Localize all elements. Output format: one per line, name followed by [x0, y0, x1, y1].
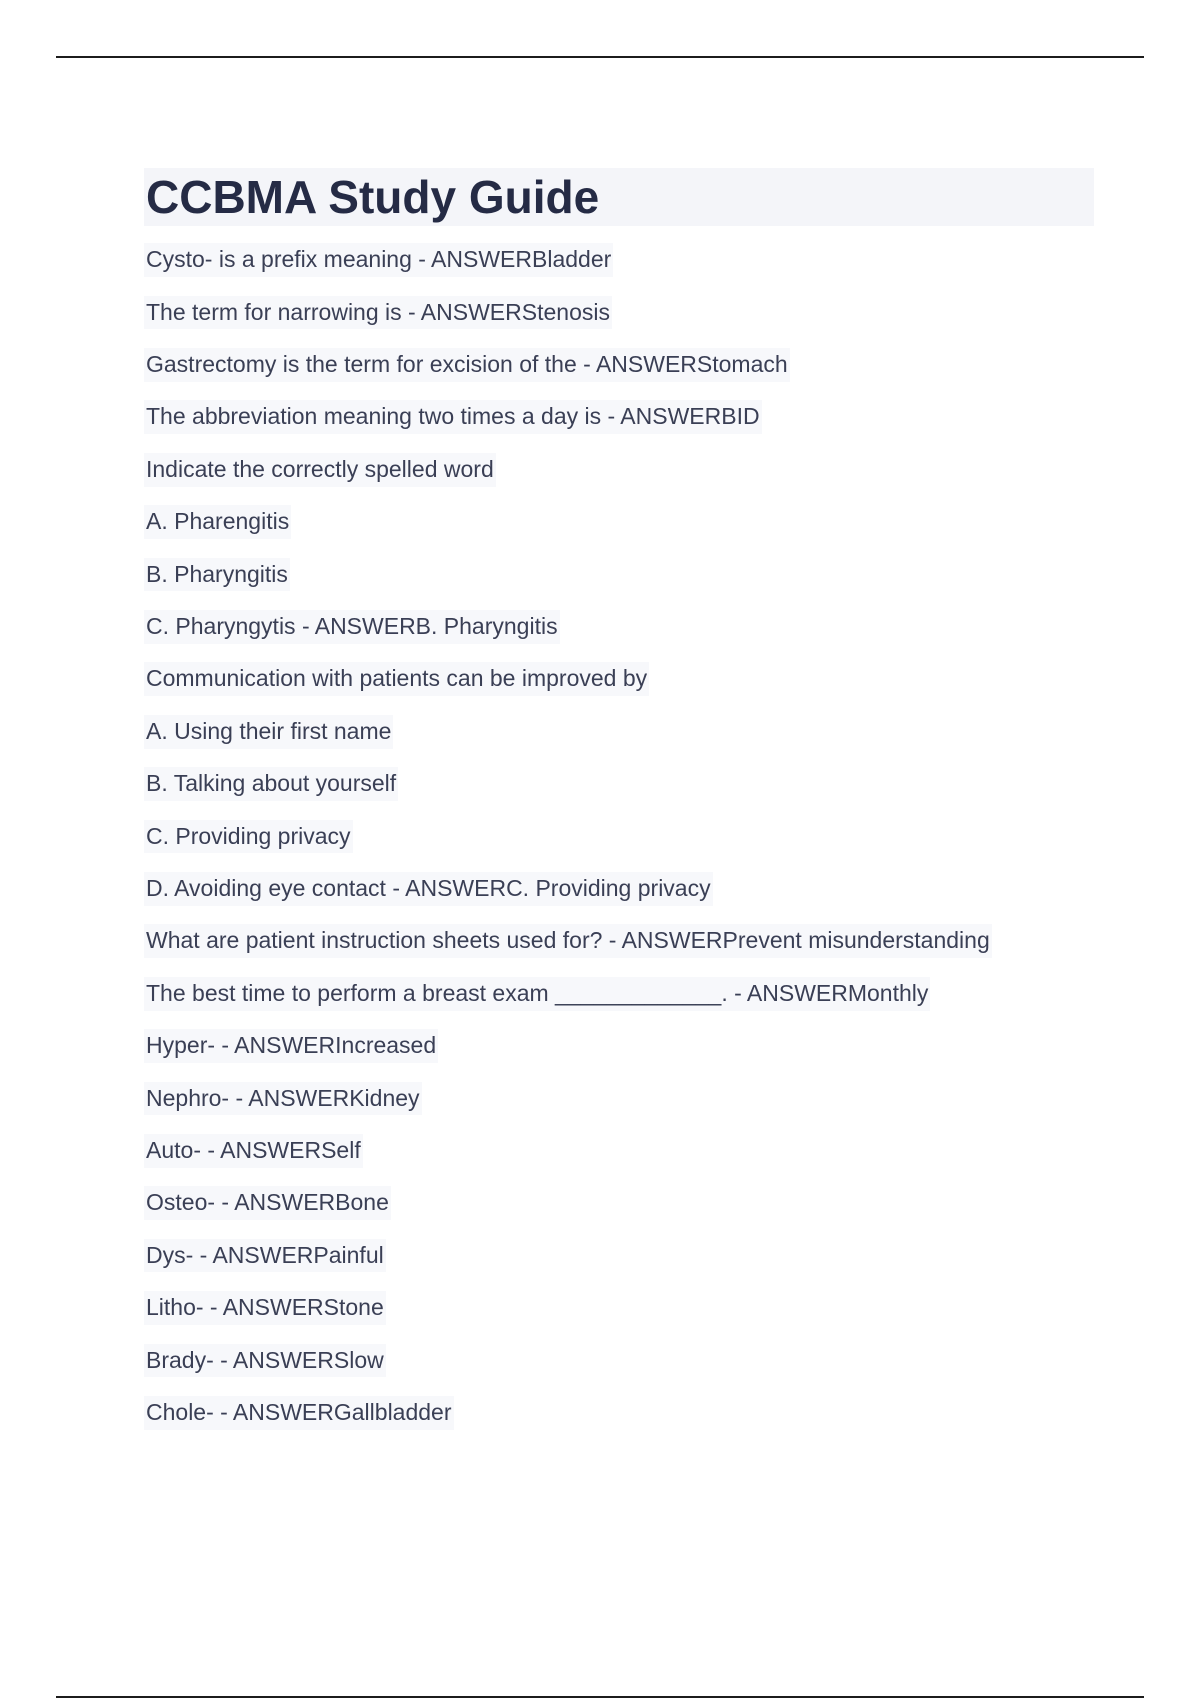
qa-text: Communication with patients can be improved by — [144, 662, 649, 696]
qa-text: The term for narrowing is - ANSWERStenosis — [144, 296, 612, 330]
qa-line — [144, 706, 1094, 758]
qa-text: Hyper- - ANSWERIncreased — [144, 1029, 438, 1063]
top-divider — [56, 56, 1144, 58]
qa-line — [144, 1125, 1094, 1177]
qa-text: Dys- - ANSWERPainful — [144, 1239, 386, 1273]
qa-text: Litho- - ANSWERStone — [144, 1291, 386, 1325]
qa-line — [144, 1177, 1094, 1229]
qa-text: C. Providing privacy — [144, 820, 353, 854]
qa-text: B. Talking about yourself — [144, 767, 398, 801]
qa-line — [144, 496, 1094, 548]
qa-line — [144, 1020, 1094, 1072]
qa-list — [144, 234, 1094, 1439]
qa-text: D. Avoiding eye contact - ANSWERC. Providing privacy — [144, 872, 713, 906]
qa-line — [144, 234, 1094, 286]
qa-line — [144, 444, 1094, 496]
qa-line — [144, 391, 1094, 443]
qa-text: Osteo- - ANSWERBone — [144, 1186, 391, 1220]
qa-line — [144, 758, 1094, 810]
qa-line — [144, 1282, 1094, 1334]
qa-text: Auto- - ANSWERSelf — [144, 1134, 363, 1168]
qa-text: The best time to perform a breast exam _____________. - ANSWERMonthly — [144, 977, 930, 1011]
qa-line — [144, 810, 1094, 862]
qa-text: The abbreviation meaning two times a day is - ANSWERBID — [144, 400, 762, 434]
bottom-divider — [56, 1696, 1144, 1698]
qa-line — [144, 1229, 1094, 1281]
qa-text: What are patient instruction sheets used for? - ANSWERPrevent misunderstanding — [144, 924, 992, 958]
qa-line — [144, 286, 1094, 338]
qa-text: Indicate the correctly spelled word — [144, 453, 496, 487]
qa-line — [144, 1387, 1094, 1439]
qa-line — [144, 548, 1094, 600]
qa-text: B. Pharyngitis — [144, 558, 290, 592]
qa-line — [144, 1334, 1094, 1386]
qa-text: Nephro- - ANSWERKidney — [144, 1082, 422, 1116]
title-band — [144, 168, 1094, 226]
qa-line — [144, 339, 1094, 391]
qa-line — [144, 653, 1094, 705]
qa-line — [144, 863, 1094, 915]
qa-text: Gastrectomy is the term for excision of the - ANSWERStomach — [144, 348, 790, 382]
qa-line — [144, 601, 1094, 653]
qa-text: Brady- - ANSWERSlow — [144, 1344, 386, 1378]
qa-line — [144, 1072, 1094, 1124]
page-title: CCBMA Study Guide — [146, 171, 600, 223]
qa-text: A. Pharengitis — [144, 505, 291, 539]
qa-text: A. Using their first name — [144, 715, 393, 749]
qa-line — [144, 915, 1094, 967]
qa-text: Chole- - ANSWERGallbladder — [144, 1396, 454, 1430]
qa-text: C. Pharyngytis - ANSWERB. Pharyngitis — [144, 610, 560, 644]
qa-line — [144, 967, 1094, 1019]
qa-text: Cysto- is a prefix meaning - ANSWERBladder — [144, 243, 613, 277]
document-body — [144, 168, 1094, 1439]
